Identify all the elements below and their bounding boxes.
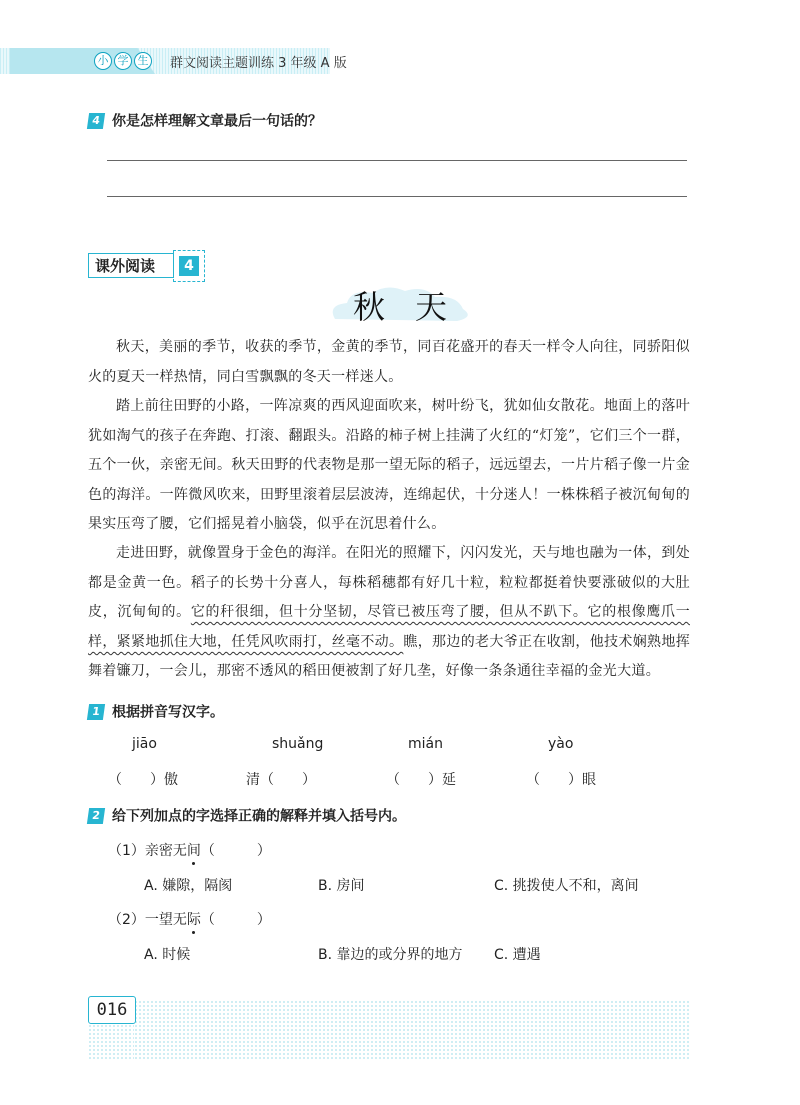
pinyin-4: yào <box>548 736 574 752</box>
logo-char: 学 <box>114 52 132 70</box>
question-number-badge: 4 <box>87 113 105 129</box>
option-c[interactable]: C. 遭遇 <box>494 947 541 963</box>
dotted-char: 间 <box>186 843 201 859</box>
paragraph-1: 秋天，美丽的季节，收获的季节，金黄的季节，同百花盛开的春天一样令人向往，同骄阳似火的夏天一样热情，同白雪飘飘的冬天一样迷人。 <box>88 339 690 385</box>
footer-dot-pattern <box>88 1024 134 1060</box>
page-number: 016 <box>88 996 136 1024</box>
paragraph-3-part-a: 走进田野，就像置身于金色的海洋。在阳光的照耀下，闪闪发光，天与地也融为一体，到处都是金黄一色。稻子的长势十分喜人，每株稻穗都有好几十粒，粒粒都挺着快要涨破似的大肚皮，沉甸甸的。 <box>88 545 690 621</box>
answer-line[interactable] <box>107 196 687 197</box>
question-number-badge: 2 <box>87 808 105 824</box>
question-text: 你是怎样理解文章最后一句话的？ <box>112 113 322 130</box>
paragraph-3 <box>88 539 690 687</box>
pinyin-1: jiāo <box>132 736 157 752</box>
paragraph-2: 踏上前往田野的小路，一阵凉爽的西风迎面吹来，树叶纷飞，犹如仙女散花。地面上的落叶犹如淘气的孩子在奔跑、打滚、翻跟头。沿路的柿子树上挂满了火红的“灯笼”，它们三个一群，五个一伙，亲密无间。秋天田野的代表物是那一望无际的稻子，远远望去，一片片稻子像一片金色的海洋。一阵微风吹来，田野里滚着层层波涛，连绵起伏，十分迷人！一株株稻子被沉甸甸的果实压弯了腰，它们摇晃着小脑袋，似乎在沉思着什么。 <box>88 398 690 533</box>
option-b[interactable]: B. 靠边的或分界的地方 <box>318 947 463 963</box>
pinyin-3: mián <box>408 736 443 752</box>
question-number-badge: 1 <box>87 704 105 720</box>
article-title: 秋天 <box>352 288 477 326</box>
option-a[interactable]: A. 时候 <box>144 947 191 963</box>
answer-blank: （ ） <box>200 912 271 928</box>
fill-blank-2[interactable]: 清（ ） <box>246 772 316 788</box>
series-logo <box>94 52 154 70</box>
wavy-underlined-text: 它的秆很细，但十分坚韧，尽管已被压弯了腰，但从不趴下。它的根像鹰爪一样，紧紧地抓住大地，任凭风吹雨打，丝毫不动。 <box>88 604 690 650</box>
answer-blank: （ ） <box>200 843 271 859</box>
question-1 <box>88 701 224 722</box>
answer-line[interactable] <box>107 160 687 161</box>
fill-blank-3[interactable]: （ ）延 <box>386 772 456 788</box>
question-2 <box>88 805 406 826</box>
logo-char: 生 <box>134 52 152 70</box>
pinyin-2: shuǎng <box>272 736 324 752</box>
fill-blank-4[interactable]: （ ）眼 <box>526 772 596 788</box>
option-c[interactable]: C. 挑拨使人不和，离间 <box>494 878 639 894</box>
subquestion-2[interactable] <box>108 909 271 929</box>
section-number <box>173 250 205 282</box>
subquestion-text: （1）亲密无 <box>108 843 187 859</box>
subquestion-text: （2）一望无 <box>108 912 187 928</box>
dotted-char: 际 <box>186 912 201 928</box>
section-label: 课外阅读 <box>88 253 174 278</box>
question-text: 根据拼音写汉字。 <box>112 704 224 721</box>
footer-dot-pattern <box>134 1000 690 1060</box>
paragraph-3-part-b: 瞧，那边的老大爷正在收割，他技术娴熟地挥舞着镰刀，一会儿，那密不透风的稻田便被割了好几垄，好像一条条通往幸福的金光大道。 <box>88 633 691 680</box>
logo-char: 小 <box>94 52 112 70</box>
fill-blank-1[interactable]: （ ）傲 <box>108 772 178 788</box>
series-title: 群文阅读主题训练 3 年级 A 版 <box>170 56 347 71</box>
question-4 <box>88 110 322 131</box>
option-a[interactable]: A. 嫌隙，隔阂 <box>144 878 233 894</box>
section-number-text: 4 <box>179 256 199 276</box>
subquestion-1[interactable] <box>108 840 271 860</box>
question-text: 给下列加点的字选择正确的解释并填入括号内。 <box>112 808 406 825</box>
option-b[interactable]: B. 房间 <box>318 878 365 894</box>
